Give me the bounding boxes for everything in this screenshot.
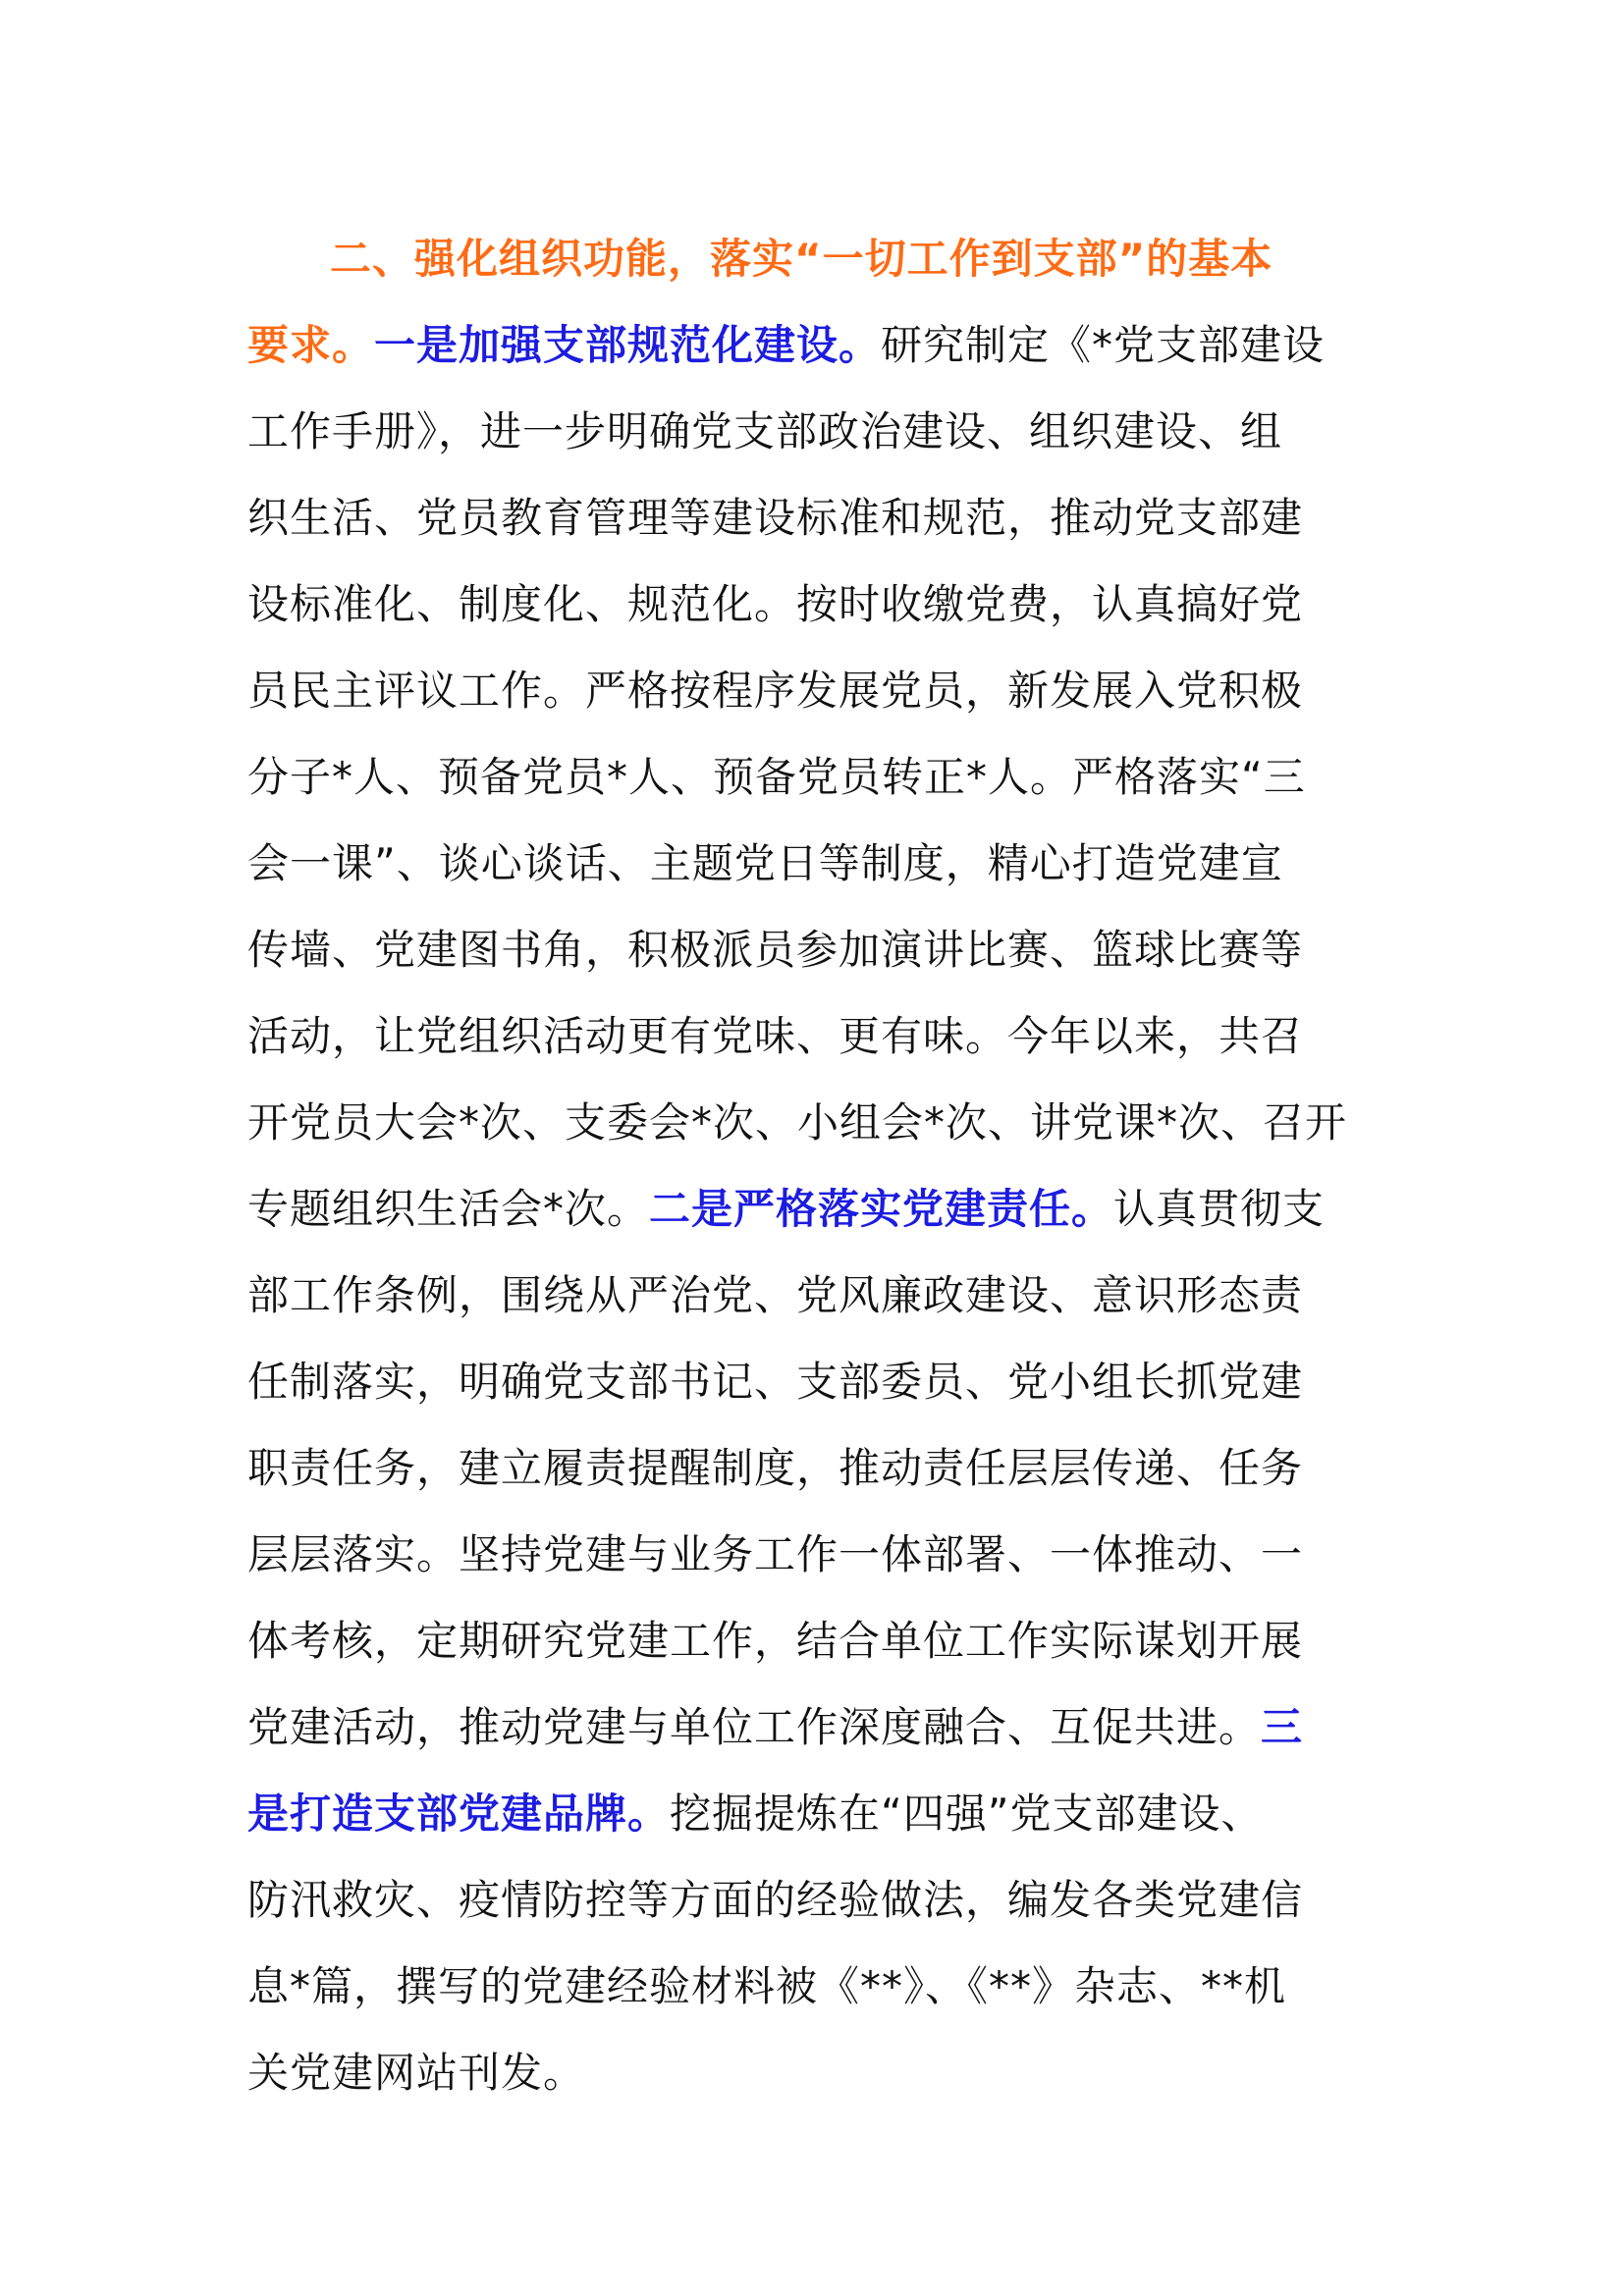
sub-heading-1: 一是加强支部规范化建设。 — [374, 321, 882, 369]
text-line: 分子*人、预备党员*人、预备党员转正*人。严格落实“三 — [247, 753, 1306, 801]
sub-heading-3-continued: 是打造支部党建品牌。 — [247, 1789, 671, 1838]
body-text-run: 党建活动，推动党建与单位工作深度融合、互促共进。 — [247, 1703, 1262, 1751]
text-line: 防汛救灾、疫情防控等方面的经验做法，编发各类党建信 — [247, 1876, 1304, 1924]
body-text-run: 挖掘提炼在“四强”党支部建设、 — [670, 1789, 1264, 1838]
text-line: 员民主评议工作。严格按程序发展党员，新发展入党积极 — [247, 667, 1304, 715]
text-line — [247, 302, 1386, 389]
sub-heading-2: 二是严格落实党建责任。 — [649, 1185, 1114, 1233]
text-line — [247, 1166, 1386, 1253]
section-heading-continued: 要求。 — [247, 321, 375, 369]
section-heading: 二、强化组织功能，落实“一切工作到支部”的基本 — [330, 235, 1273, 283]
sub-heading-3: 三 — [1261, 1703, 1304, 1751]
text-line: 职责任务，建立履责提醒制度，推动责任层层传递、任务 — [247, 1444, 1304, 1492]
body-text-run: 专题组织生活会*次。 — [247, 1185, 650, 1233]
text-line: 体考核，定期研究党建工作，结合单位工作实际谋划开展 — [247, 1617, 1304, 1665]
document-body — [247, 216, 1386, 2116]
text-line: 会一课”、谈心谈话、主题党日等制度，精心打造党建宣 — [247, 839, 1283, 887]
text-line: 开党员大会*次、支委会*次、小组会*次、讲党课*次、召开 — [247, 1098, 1348, 1147]
text-line — [247, 1771, 1386, 1857]
text-line: 层层落实。坚持党建与业务工作一体部署、一体推动、一 — [247, 1530, 1304, 1578]
body-text-run: 认真贯彻支 — [1113, 1185, 1326, 1233]
text-line — [247, 1684, 1386, 1771]
body-text-run: 研究制定《*党支部建设 — [881, 321, 1326, 369]
text-line: 传墙、党建图书角，积极派员参加演讲比赛、篮球比赛等 — [247, 926, 1304, 974]
text-line: 任制落实，明确党支部书记、支部委员、党小组长抓党建 — [247, 1358, 1304, 1406]
text-line: 息*篇，撰写的党建经验材料被《**》、《**》杂志、**机 — [247, 1962, 1287, 2010]
text-line: 关党建网站刊发。 — [247, 2049, 586, 2097]
text-line — [247, 216, 1386, 302]
text-line: 织生活、党员教育管理等建设标准和规范，推动党支部建 — [247, 494, 1304, 542]
text-line: 工作手册》，进一步明确党支部政治建设、组织建设、组 — [247, 407, 1283, 455]
text-line: 活动，让党组织活动更有党味、更有味。今年以来，共召 — [247, 1012, 1304, 1060]
text-line: 部工作条例，围绕从严治党、党风廉政建设、意识形态责 — [247, 1271, 1304, 1319]
text-line: 设标准化、制度化、规范化。按时收缴党费，认真搞好党 — [247, 580, 1304, 628]
